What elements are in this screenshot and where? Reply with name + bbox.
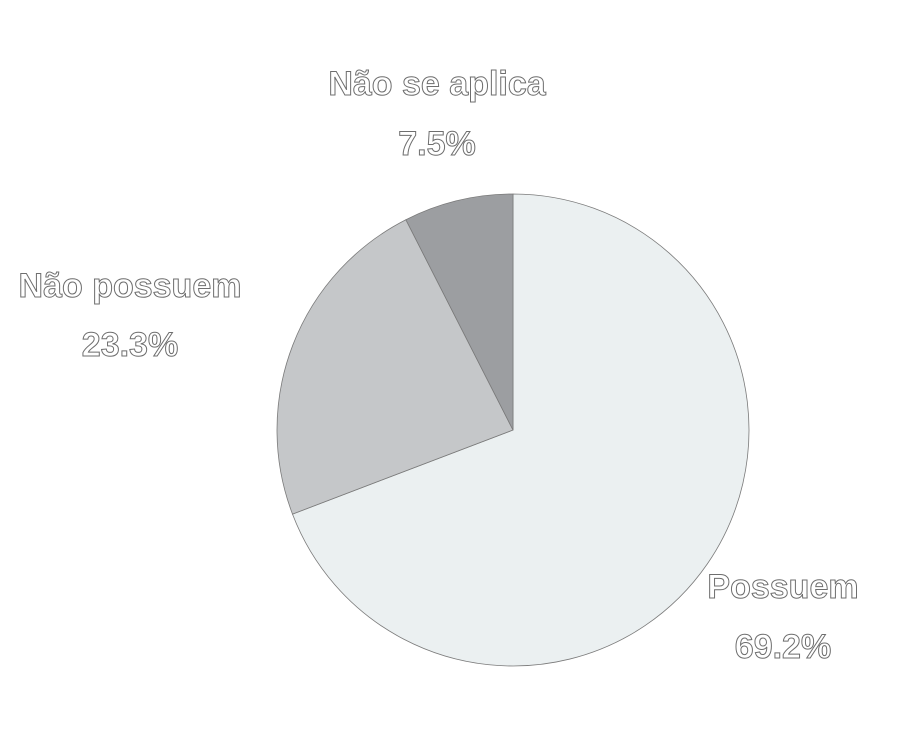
pie-slices [277, 194, 749, 666]
slice-value-nao-possuem: 23.3% [81, 326, 179, 364]
slice-value-nao-se-aplica: 7.5% [398, 125, 476, 163]
slice-label-nao-possuem: Não possuem [18, 267, 242, 305]
slice-label-possuem: Possuem [707, 568, 859, 606]
slice-value-possuem: 69.2% [734, 628, 832, 666]
slice-label-nao-se-aplica: Não se aplica [328, 65, 546, 103]
